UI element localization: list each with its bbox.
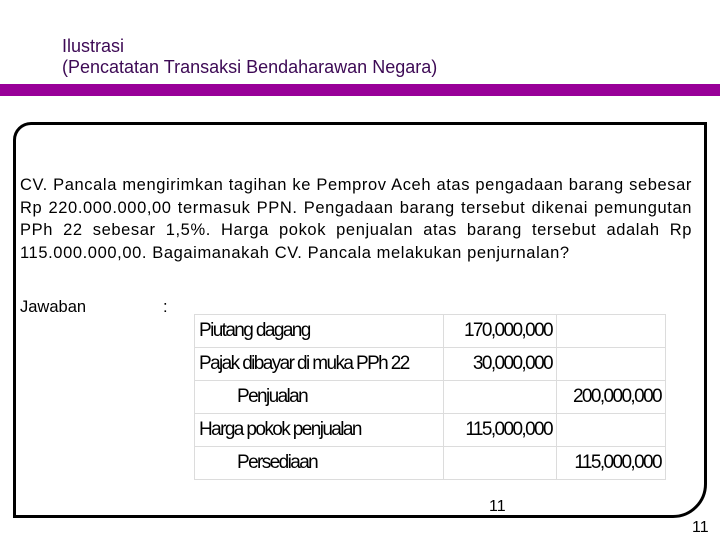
table-row [195, 348, 666, 381]
slide-title-line2: (Pencatatan Transaksi Bendaharawan Negara) [62, 57, 438, 77]
table-row [195, 447, 666, 480]
journal-account: Penjualan [195, 381, 444, 414]
journal-table [194, 314, 666, 480]
journal-credit [557, 414, 666, 447]
journal-credit [557, 348, 666, 381]
answer-label: Jawaban [20, 298, 87, 316]
journal-credit [557, 315, 666, 348]
journal-credit: 115,000,000 [557, 447, 666, 480]
page-number-corner: 11 [692, 519, 709, 536]
table-row [195, 414, 666, 447]
journal-debit [444, 447, 557, 480]
journal-debit: 30,000,000 [444, 348, 557, 381]
accent-bar [0, 84, 720, 96]
journal-credit: 200,000,000 [557, 381, 666, 414]
question-paragraph: CV. Pancala mengirimkan tagihan ke Pemprov Aceh atas pengadaan barang sebesar Rp 220.000.000,00 termasuk PPN. Pengadaan barang tersebut dikenai pemungutan PPh 22 sebesar 1,5%. Harga pokok penjualan atas barang tersebut adalah Rp 115.000.000,00. Bagaimanakah CV. Pancala melakukan penjurnalan? [20, 176, 692, 262]
journal-account: Piutang dagang [195, 315, 444, 348]
journal-debit: 115,000,000 [444, 414, 557, 447]
table-row [195, 381, 666, 414]
journal-debit [444, 381, 557, 414]
journal-debit: 170,000,000 [444, 315, 557, 348]
journal-account: Harga pokok penjualan [195, 414, 444, 447]
page-number-center: 11 [489, 498, 506, 515]
journal-account: Pajak dibayar di muka PPh 22 [195, 348, 444, 381]
slide-title-line1: Ilustrasi [62, 36, 125, 56]
slide-title [62, 36, 437, 78]
answer-label-row [20, 298, 168, 317]
table-row [195, 315, 666, 348]
journal-account: Persediaan [195, 447, 444, 480]
answer-colon: : [163, 298, 168, 316]
